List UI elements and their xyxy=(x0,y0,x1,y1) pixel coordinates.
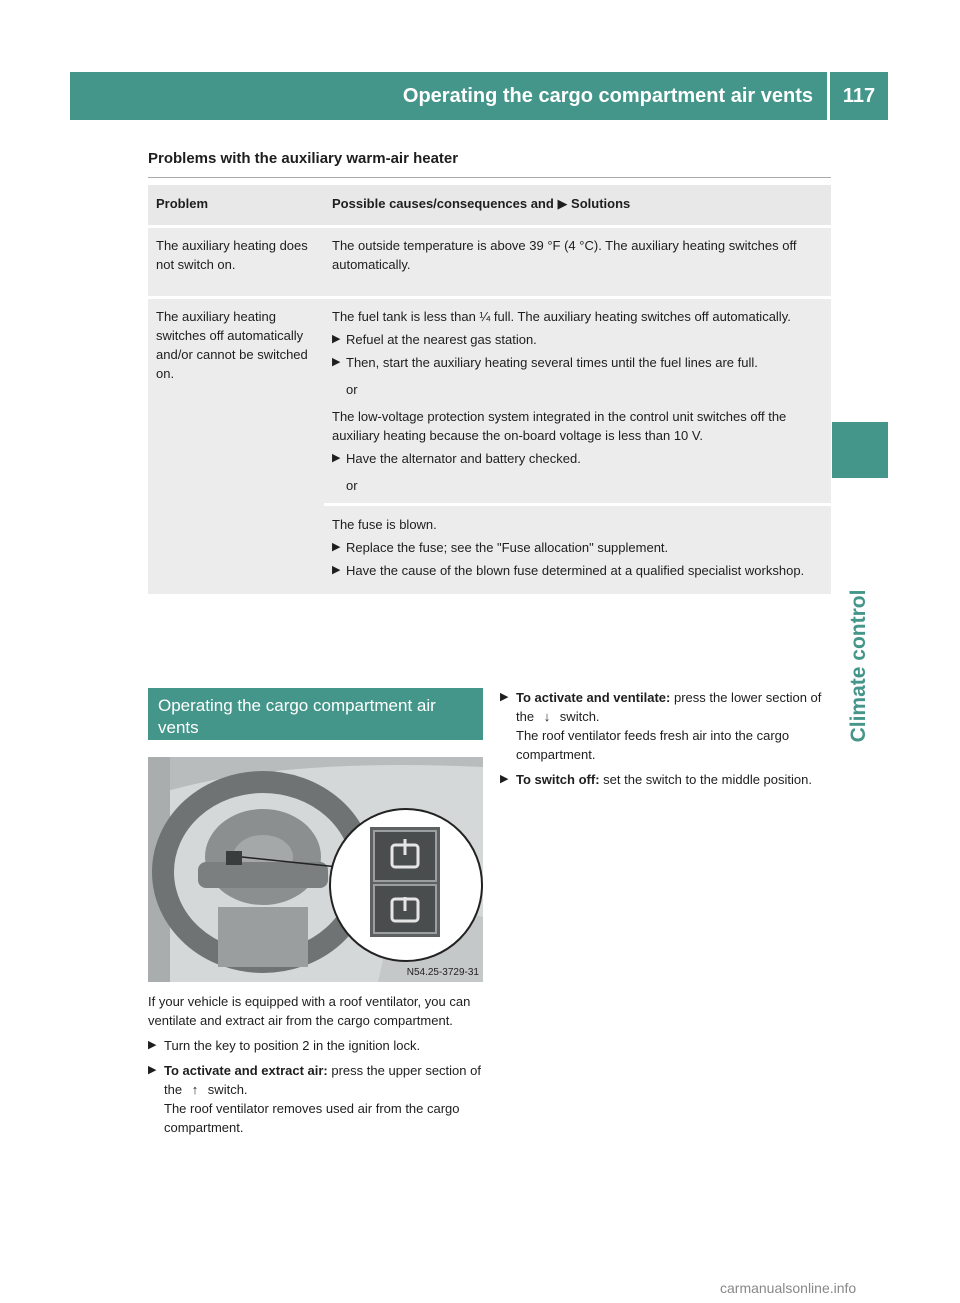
page-number: 117 xyxy=(842,84,876,107)
cause-text: The fuse is blown. xyxy=(332,517,437,532)
left-column xyxy=(148,992,483,1137)
step-text xyxy=(516,770,812,789)
arrow-icon: ▶ xyxy=(557,196,568,211)
or-label: or xyxy=(346,382,358,397)
page-header xyxy=(70,72,888,120)
intro-paragraph: If your vehicle is equipped with a roof ventilator, you can ventilate and extract air from the cargo compartment. xyxy=(148,994,471,1028)
step-body: press the upper section of the xyxy=(164,1063,481,1097)
step-body: press the lower section of the xyxy=(516,690,822,724)
or-label: or xyxy=(346,478,358,493)
step-body-end: switch. xyxy=(556,709,600,724)
table-row xyxy=(148,299,831,503)
arrow-icon: ▶ xyxy=(148,1039,157,1051)
watermark: carmanualsonline.info xyxy=(720,1280,857,1296)
header-title: Operating the cargo compartment air vents xyxy=(402,84,813,107)
header-causes xyxy=(324,185,831,225)
chapter-tab xyxy=(830,300,888,1303)
step-result: The roof ventilator feeds fresh air into the cargo compartment. xyxy=(516,728,790,762)
step-body-end: switch. xyxy=(204,1082,248,1097)
section-title: Operating the cargo compartment air vents xyxy=(148,688,483,740)
table-row xyxy=(148,228,831,296)
dashboard-illustration xyxy=(148,757,483,982)
problem-cell: The auxiliary heating switches off automatically and/or cannot be switched on. xyxy=(148,299,324,594)
step-label: To activate and extract air: xyxy=(164,1063,328,1078)
arrow-icon: ▶ xyxy=(332,452,341,464)
step-label: To switch off: xyxy=(516,772,600,787)
cause-cell xyxy=(324,299,831,503)
problem-cell: The auxiliary heating does not switch on. xyxy=(148,228,324,296)
step-label: To activate and ventilate: xyxy=(516,690,671,705)
step-text: Have the alternator and battery checked. xyxy=(346,451,581,466)
table-header-row xyxy=(148,185,831,225)
instruction-step xyxy=(332,561,823,580)
header-causes-text: Possible causes/consequences and xyxy=(332,196,558,211)
cause-cell xyxy=(324,506,831,594)
step-text: Then, start the auxiliary heating several times until the fuel lines are full. xyxy=(346,355,758,370)
cause-cell: The outside temperature is above 39 °F (4 °C). The auxiliary heating switches off automatically. xyxy=(324,228,831,296)
arrow-icon: ▶ xyxy=(148,1064,157,1076)
header-solutions-text: Solutions xyxy=(567,196,631,211)
step-text xyxy=(164,1061,483,1099)
arrow-icon: ▶ xyxy=(332,333,341,345)
instruction-step xyxy=(148,1061,483,1099)
right-column xyxy=(500,688,830,789)
arrow-icon: ▶ xyxy=(500,773,509,785)
step-text: Turn the key to position 2 in the ignition lock. xyxy=(164,1038,421,1053)
instruction-step xyxy=(332,449,823,468)
step-result: The roof ventilator removes used air from the cargo compartment. xyxy=(164,1101,460,1135)
chapter-marker xyxy=(832,422,888,478)
step-body: set the switch to the middle position. xyxy=(599,772,812,787)
extract-air-icon: ↑ xyxy=(191,1082,199,1097)
dashboard-drawing xyxy=(148,757,483,982)
instruction-step xyxy=(148,1036,483,1055)
problems-table xyxy=(148,182,831,597)
arrow-icon: ▶ xyxy=(332,541,341,553)
step-text xyxy=(516,688,830,726)
arrow-icon: ▶ xyxy=(332,356,341,368)
chapter-label: Climate control xyxy=(847,589,870,743)
step-text: Replace the fuse; see the "Fuse allocation" supplement. xyxy=(346,540,669,555)
figure-code: N54.25-3729-31 xyxy=(406,967,479,978)
cause-text: The fuel tank is less than ¼ full. The auxiliary heating switches off automatically. xyxy=(332,309,791,324)
arrow-icon: ▶ xyxy=(500,691,509,703)
step-text: Have the cause of the blown fuse determined at a qualified specialist workshop. xyxy=(346,563,805,578)
heading-rule xyxy=(148,177,831,178)
arrow-icon: ▶ xyxy=(332,564,341,576)
instruction-step xyxy=(500,770,830,789)
ventilate-icon: ↓ xyxy=(543,709,551,724)
instruction-step xyxy=(500,688,830,726)
header-problem: Problem xyxy=(148,185,324,225)
table-heading: Problems with the auxiliary warm-air heater xyxy=(148,150,459,167)
step-text: Refuel at the nearest gas station. xyxy=(346,332,537,347)
instruction-step xyxy=(332,353,823,372)
instruction-step xyxy=(332,330,823,349)
instruction-step xyxy=(332,538,823,557)
cause-text: The low-voltage protection system integrated in the control unit switches off the auxiliary heating because the on-board voltage is less than 10 V. xyxy=(332,409,787,443)
